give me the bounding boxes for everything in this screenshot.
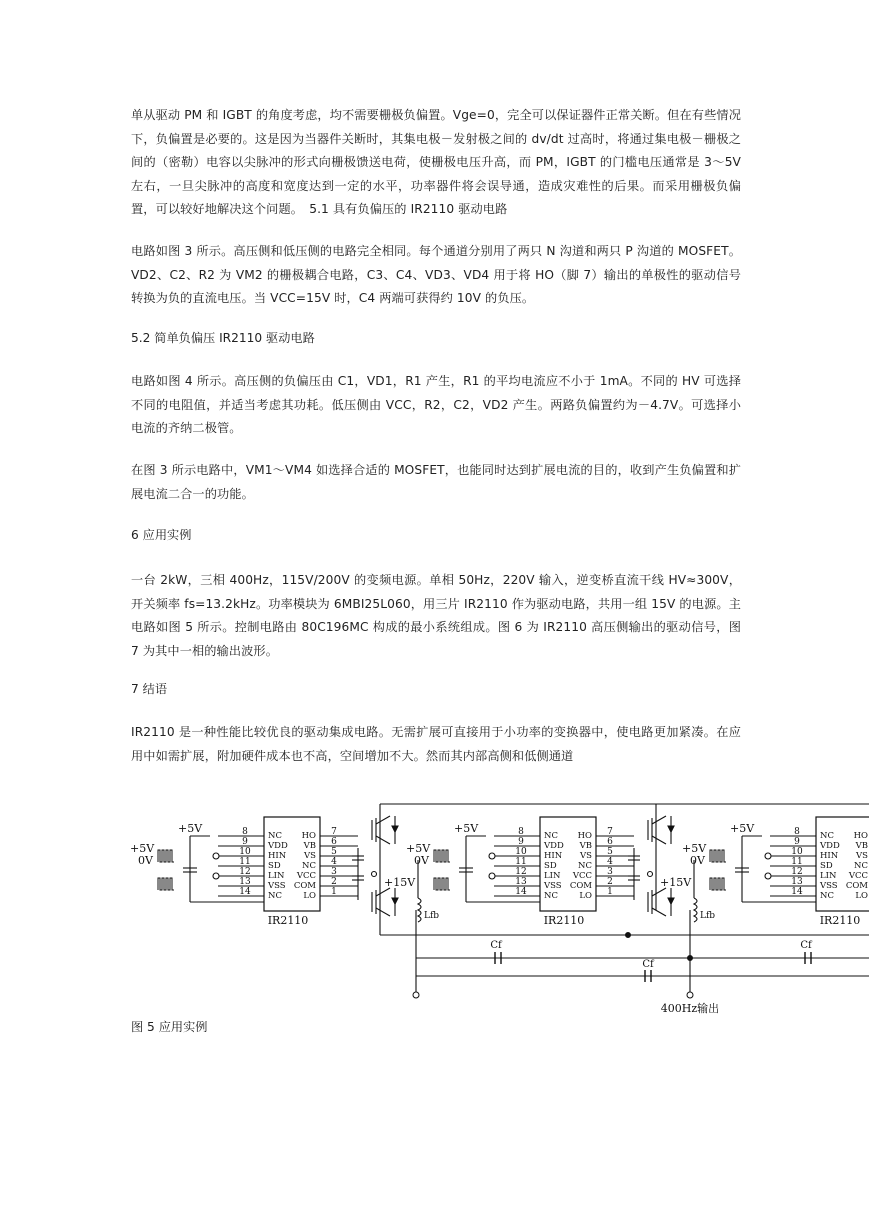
inductor-label: Lfb (424, 911, 440, 921)
pin-number: 1 (607, 887, 613, 897)
paragraph-negative-bias: 单从驱动 PM 和 IGBT 的角度考虑，均不需要栅极负偏置。Vge=0，完全可以保证器件正常关断。但在有些情况下，负偏置是必要的。这是因为当器件关断时，其集电极－发射极之间的 dv/dt 过高时，将通过集电极－栅极之间的（密勒）电容以尖脉冲的形式向栅极馈送电荷，使栅极电压升高，而 PM，IGBT 的门槛电压通常是 3～5V 左右，一旦尖脉冲的高度和宽度达到一定的水平，功率器件将会误导通，造成灾难性的后果。而采用栅极负偏置，可以较好地解决这个问题。 5.1 具有负偏压的 IR2110 驱动电路 (131, 108, 741, 216)
section-heading-5-2: 5.2 简单负偏压 IR2110 驱动电路 (131, 331, 315, 345)
pin-number: 12 (515, 867, 527, 877)
pin-number: 1 (331, 887, 337, 897)
pin-label: VCC (572, 871, 592, 881)
pin-label: VS (580, 851, 592, 861)
pin-number: 7 (331, 827, 337, 837)
pin-number: 10 (239, 847, 251, 857)
pin-label: NC (544, 831, 558, 841)
pin-number: 13 (791, 877, 803, 887)
output-terminal (413, 992, 419, 998)
chip-name-label: IR2110 (543, 914, 585, 927)
pin-label: NC (820, 831, 834, 841)
pwm-signal-icon (158, 878, 174, 890)
pin-number: 3 (331, 867, 337, 877)
pin-label: VDD (820, 841, 840, 851)
supply-5v-label: +5V (454, 822, 479, 835)
driver-stage-1 (130, 816, 439, 927)
pin-number: 6 (607, 837, 613, 847)
pwm-signal-icon (710, 850, 726, 862)
pin-number: 11 (239, 857, 251, 867)
supply-15v-label: +15V (384, 876, 416, 889)
pin-label: VSS (544, 881, 562, 891)
pin-label: LO (855, 891, 868, 901)
pin-number: 8 (794, 827, 800, 837)
supply-5v-label: +5V (682, 842, 707, 855)
pin-number: 11 (791, 857, 803, 867)
pin-number: 4 (331, 857, 337, 867)
node-terminal (648, 872, 653, 877)
pin-number: 10 (791, 847, 803, 857)
capacitor-cf-label: Cf (800, 940, 812, 951)
pin-label: HIN (820, 851, 839, 861)
driver-stage-2 (406, 816, 715, 927)
pin-label: COM (569, 881, 592, 891)
supply-15v-label: +15V (660, 876, 692, 889)
pin-label: HO (577, 831, 592, 841)
pin-label: SD (268, 861, 281, 871)
pin-number: 12 (791, 867, 803, 877)
pin-number: 9 (242, 837, 248, 847)
pin-number: 8 (242, 827, 248, 837)
pin-number: 5 (607, 847, 613, 857)
inductor-label: Lfb (700, 911, 716, 921)
zero-volt-label: 0V (690, 854, 705, 867)
pin-label: HIN (544, 851, 563, 861)
input-terminal (765, 853, 771, 859)
pin-label: HO (301, 831, 316, 841)
input-terminal (213, 873, 219, 879)
pin-label: NC (578, 861, 592, 871)
supply-5v-label: +5V (130, 842, 155, 855)
pin-label: LIN (268, 871, 285, 881)
pin-number: 13 (515, 877, 527, 887)
zero-volt-label: 0V (414, 854, 429, 867)
input-terminal (213, 853, 219, 859)
pin-number: 2 (331, 877, 337, 887)
figure-5-circuit-diagram (128, 790, 869, 1020)
output-400hz-label: 400Hz输出 (660, 1002, 720, 1015)
pin-label: VB (855, 841, 868, 851)
pin-label: LO (303, 891, 316, 901)
pin-label: VS (304, 851, 316, 861)
pin-number: 12 (239, 867, 251, 877)
paragraph-mosfet-expansion: 在图 3 所示电路中，VM1～VM4 如选择合适的 MOSFET，也能同时达到扩展电流的目的，收到产生负偏置和扩展电流二合一的功能。 (131, 463, 741, 501)
pin-number: 14 (515, 887, 527, 897)
input-terminal (489, 873, 495, 879)
paragraph-figure4-circuit: 电路如图 4 所示。高压侧的负偏压由 C1，VD1，R1 产生，R1 的平均电流应不小于 1mA。不同的 HV 可选择不同的电阻值，并适当考虑其功耗。低压侧由 VCC，R2，C2，VD2 产生。两路负偏置约为－4.7V。可选择小电流的齐纳二极管。 (131, 374, 741, 435)
pin-label: SD (544, 861, 557, 871)
pin-label: VCC (848, 871, 868, 881)
pin-number: 13 (239, 877, 251, 887)
pin-label: HO (853, 831, 868, 841)
node-terminal (372, 872, 377, 877)
pin-label: VS (856, 851, 868, 861)
pin-number: 3 (607, 867, 613, 877)
input-terminal (765, 873, 771, 879)
paragraph-application-example: 一台 2kW，三相 400Hz，115V/200V 的变频电源。单相 50Hz，220V 输入，逆变桥直流干线 HV≈300V，开关频率 fs=13.2kHz。功率模块为 6MBI25L060，用三片 IR2110 作为驱动电路，共用一组 15V 的电源。主电路如图 5 所示。控制电路由 80C196MC 构成的最小系统组成。图 6 为 IR2110 高压侧输出的驱动信号，图 7 为其中一相的输出波形。 (131, 573, 741, 658)
pin-label: NC (854, 861, 868, 871)
pin-label: LO (579, 891, 592, 901)
chip-name-label: IR2110 (267, 914, 309, 927)
pwm-signal-icon (434, 850, 450, 862)
pin-number: 10 (515, 847, 527, 857)
pin-number: 14 (791, 887, 803, 897)
pin-label: VB (579, 841, 592, 851)
figure-caption: 图 5 应用实例 (131, 1020, 208, 1034)
pin-label: NC (820, 891, 834, 901)
pin-label: VSS (820, 881, 838, 891)
pwm-signal-icon (158, 850, 174, 862)
pin-number: 11 (515, 857, 527, 867)
pin-number: 5 (331, 847, 337, 857)
pin-label: VSS (268, 881, 286, 891)
pin-label: LIN (820, 871, 837, 881)
pwm-signal-icon (434, 878, 450, 890)
pin-number: 6 (331, 837, 337, 847)
inductor-icon (418, 898, 421, 922)
capacitor-ct-label: Cf (642, 959, 654, 970)
output-terminal (687, 992, 693, 998)
junction-dot (626, 933, 631, 938)
pin-label: NC (544, 891, 558, 901)
capacitor-cf-label: Cf (490, 940, 502, 951)
chip-name-label: IR2110 (819, 914, 861, 927)
input-terminal (489, 853, 495, 859)
pwm-signal-icon (710, 878, 726, 890)
pin-label: COM (845, 881, 868, 891)
supply-5v-label: +5V (406, 842, 431, 855)
pin-label: VB (303, 841, 316, 851)
paragraph-figure3-circuit: 电路如图 3 所示。高压侧和低压侧的电路完全相同。每个通道分别用了两只 N 沟道和两只 P 沟道的 MOSFET。VD2、C2、R2 为 VM2 的栅极耦合电路，C3、C4、VD3、VD4 用于将 HO（脚 7）输出的单极性的驱动信号转换为负的直流电压。当 VCC=15V 时，C4 两端可获得约 10V 的负压。 (131, 244, 741, 305)
inductor-icon (694, 898, 697, 922)
pin-number: 7 (607, 827, 613, 837)
zero-volt-label: 0V (138, 854, 153, 867)
pin-number: 14 (239, 887, 251, 897)
pin-number: 2 (607, 877, 613, 887)
pin-number: 9 (794, 837, 800, 847)
pin-label: VCC (296, 871, 316, 881)
pin-number: 9 (518, 837, 524, 847)
pin-number: 8 (518, 827, 524, 837)
section-heading-6: 6 应用实例 (131, 528, 192, 542)
pin-label: NC (302, 861, 316, 871)
pin-label: NC (268, 831, 282, 841)
supply-5v-label: +5V (178, 822, 203, 835)
supply-5v-label: +5V (730, 822, 755, 835)
junction-dot (688, 956, 693, 961)
pin-label: VDD (268, 841, 288, 851)
pin-label: LIN (544, 871, 561, 881)
pin-label: SD (820, 861, 833, 871)
pin-label: COM (293, 881, 316, 891)
pin-number: 4 (607, 857, 613, 867)
circuit-schematic (128, 790, 869, 1020)
paragraph-conclusion: IR2110 是一种性能比较优良的驱动集成电路。无需扩展可直接用于小功率的变换器中，使电路更加紧凑。在应用中如需扩展，附加硬件成本也不高，空间增加不大。然而其内部高侧和低侧通道 (131, 725, 741, 763)
pin-label: NC (268, 891, 282, 901)
section-heading-7: 7 结语 (131, 682, 168, 696)
pin-label: VDD (544, 841, 564, 851)
pin-label: HIN (268, 851, 287, 861)
